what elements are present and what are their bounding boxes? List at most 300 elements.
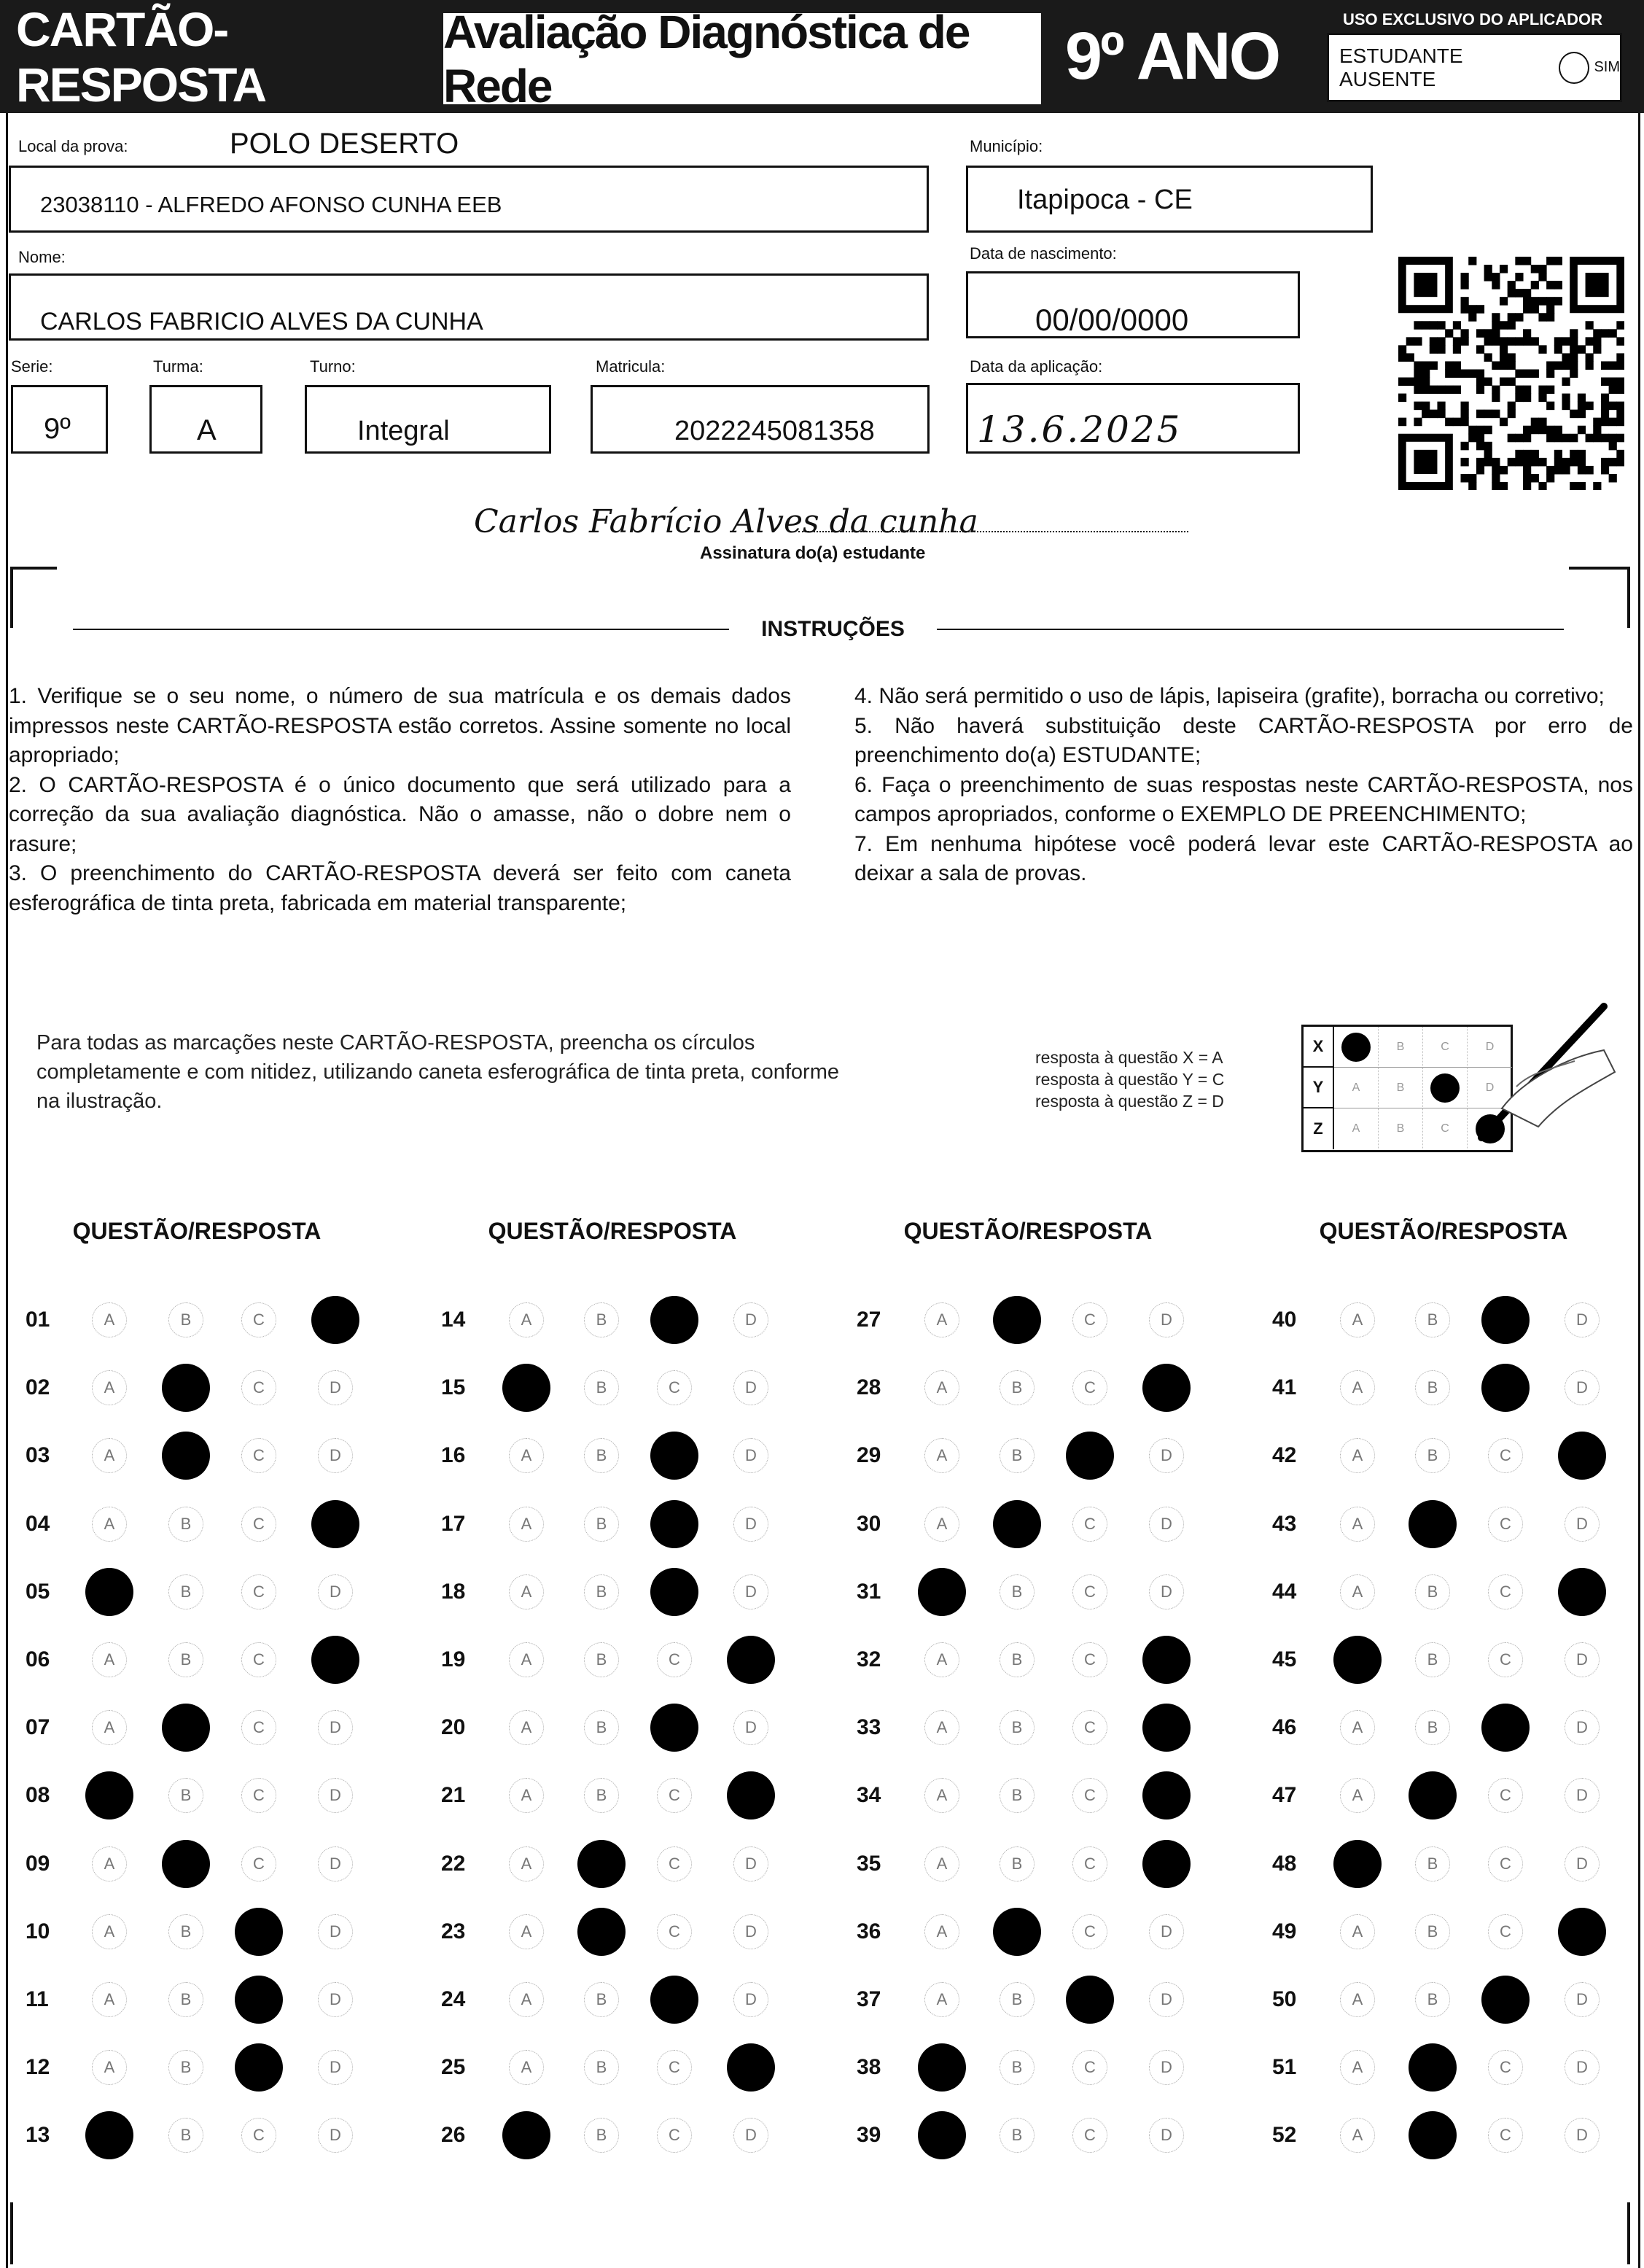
answer-bubble-a[interactable]: A — [509, 1982, 544, 2017]
answer-bubble-c[interactable]: C — [1488, 1438, 1523, 1473]
question-number: 20 — [441, 1715, 466, 1740]
answer-bubble-b-filled[interactable] — [1409, 2111, 1457, 2159]
turno-label: Turno: — [310, 357, 356, 376]
nome-value: CARLOS FABRICIO ALVES DA CUNHA — [40, 308, 483, 335]
answer-bubble-c[interactable]: C — [1072, 1914, 1107, 1949]
answer-bubble-b[interactable]: B — [584, 1507, 619, 1542]
answer-bubble-d[interactable]: D — [733, 1438, 768, 1473]
answer-bubble-c[interactable]: C — [241, 1846, 276, 1881]
signature-line — [798, 531, 1188, 532]
nome-label: Nome: — [18, 248, 66, 266]
local-value: POLO DESERTO — [230, 128, 459, 160]
answer-bubble-a[interactable]: A — [1340, 2118, 1375, 2153]
answer-bubble-c[interactable]: C — [241, 1507, 276, 1542]
answer-bubble-d[interactable]: D — [1149, 1438, 1184, 1473]
absent-box — [1327, 33, 1622, 102]
answer-bubble-c-filled[interactable] — [1481, 1704, 1530, 1752]
answer-bubble-c-filled[interactable] — [650, 1568, 698, 1616]
question-number: 12 — [26, 2055, 50, 2080]
answer-bubble-d[interactable]: D — [733, 1982, 768, 2017]
answer-bubble-c[interactable]: C — [241, 2118, 276, 2153]
answer-bubble-b[interactable]: B — [168, 1574, 203, 1609]
answer-bubble-a[interactable]: A — [509, 2050, 544, 2085]
answer-bubble-a[interactable]: A — [509, 1642, 544, 1677]
answer-bubble-a[interactable]: A — [92, 2050, 127, 2085]
question-number: 38 — [857, 2055, 881, 2080]
answer-bubble-d[interactable]: D — [1565, 1710, 1600, 1745]
answer-bubble-b[interactable]: B — [1000, 1574, 1035, 1609]
answer-bubble-a-filled[interactable] — [85, 1568, 133, 1616]
question-number: 36 — [857, 1919, 881, 1943]
answer-bubble-c-filled[interactable] — [1481, 1296, 1530, 1344]
answer-bubble-c[interactable]: C — [241, 1438, 276, 1473]
answer-bubble-a[interactable]: A — [92, 1982, 127, 2017]
corner-mark-br — [1569, 2202, 1630, 2264]
question-number: 01 — [26, 1308, 50, 1332]
answer-bubble-a[interactable]: A — [92, 1914, 127, 1949]
answer-bubble-a-filled[interactable] — [502, 2111, 550, 2159]
answer-bubble-d[interactable]: D — [1565, 1302, 1600, 1337]
answer-bubble-b[interactable]: B — [1000, 1370, 1035, 1405]
answer-bubble-c[interactable]: C — [657, 2050, 692, 2085]
instructions-left — [9, 682, 791, 918]
example-bubble-c: C — [1441, 1040, 1449, 1053]
question-number: 07 — [26, 1715, 50, 1740]
answer-bubble-b[interactable]: B — [168, 1914, 203, 1949]
answer-bubble-a[interactable]: A — [92, 1507, 127, 1542]
answer-bubble-d-filled[interactable] — [1142, 1840, 1191, 1888]
question-number: 02 — [26, 1375, 50, 1400]
answer-bubble-d[interactable]: D — [1565, 2118, 1600, 2153]
answer-bubble-a[interactable]: A — [509, 1574, 544, 1609]
answer-bubble-a[interactable]: A — [509, 1710, 544, 1745]
answer-bubble-c[interactable]: C — [1072, 2050, 1107, 2085]
answer-bubble-a[interactable]: A — [92, 1438, 127, 1473]
nascimento-label: Data de nascimento: — [970, 244, 1117, 263]
answer-bubble-d[interactable]: D — [318, 1438, 353, 1473]
answer-bubble-b-filled[interactable] — [1409, 2043, 1457, 2092]
question-number: 45 — [1272, 1647, 1297, 1671]
answer-bubble-b[interactable]: B — [584, 1710, 619, 1745]
answer-bubble-d-filled[interactable] — [1558, 1432, 1606, 1480]
example-cell — [1379, 1027, 1423, 1068]
question-number: 13 — [26, 2123, 50, 2148]
answer-bubble-b[interactable]: B — [168, 1982, 203, 2017]
question-number: 05 — [26, 1579, 50, 1604]
absent-label: ESTUDANTE AUSENTE — [1339, 44, 1463, 90]
answer-bubble-d-filled[interactable] — [311, 1500, 359, 1548]
answer-bubble-c[interactable]: C — [1072, 1370, 1107, 1405]
absent-checkbox[interactable] — [1559, 52, 1589, 84]
answer-bubble-c-filled[interactable] — [650, 1976, 698, 2024]
answer-bubble-a[interactable]: A — [924, 1302, 959, 1337]
answer-bubble-a[interactable]: A — [924, 1710, 959, 1745]
answer-bubble-a[interactable]: A — [1340, 1507, 1375, 1542]
answer-bubble-b[interactable]: B — [584, 1642, 619, 1677]
question-number: 37 — [857, 1987, 881, 2011]
matricula-value: 2022245081358 — [674, 416, 875, 446]
answer-bubble-c-filled[interactable] — [650, 1704, 698, 1752]
question-number: 06 — [26, 1647, 50, 1671]
question-number: 14 — [441, 1308, 466, 1332]
answer-bubble-d[interactable]: D — [1565, 2050, 1600, 2085]
answer-bubble-b[interactable]: B — [1000, 1846, 1035, 1881]
answer-bubble-b[interactable]: B — [1415, 1574, 1450, 1609]
answer-bubble-a[interactable]: A — [92, 1710, 127, 1745]
answer-bubble-b-filled[interactable] — [162, 1432, 210, 1480]
answer-bubble-b-filled[interactable] — [1409, 1771, 1457, 1820]
answer-bubble-d[interactable]: D — [318, 1710, 353, 1745]
answer-bubble-d-filled[interactable] — [311, 1296, 359, 1344]
answer-bubble-b[interactable]: B — [1415, 1710, 1450, 1745]
serie-label: Serie: — [11, 357, 53, 376]
answer-column-heading: QUESTÃO/RESPOSTA — [903, 1218, 1153, 1244]
answer-bubble-c-filled[interactable] — [650, 1296, 698, 1344]
answer-bubble-d-filled[interactable] — [1142, 1771, 1191, 1820]
answer-bubble-d-filled[interactable] — [1558, 1568, 1606, 1616]
example-legend-item: resposta à questão Y = C — [1035, 1070, 1225, 1089]
answer-bubble-d[interactable]: D — [1565, 1846, 1600, 1881]
answer-bubble-b[interactable]: B — [1000, 1438, 1035, 1473]
answer-bubble-a[interactable]: A — [509, 1778, 544, 1813]
answer-bubble-a[interactable]: A — [924, 1982, 959, 2017]
answer-bubble-c[interactable]: C — [657, 1778, 692, 1813]
answer-bubble-a-filled[interactable] — [85, 1771, 133, 1820]
answer-bubble-d[interactable]: D — [733, 1574, 768, 1609]
page-border-right — [1638, 113, 1640, 2268]
answer-bubble-a[interactable]: A — [509, 1846, 544, 1881]
answer-bubble-b[interactable]: B — [584, 1778, 619, 1813]
answer-bubble-b[interactable]: B — [1415, 1438, 1450, 1473]
answer-column-heading: QUESTÃO/RESPOSTA — [1319, 1218, 1568, 1244]
answer-bubble-a[interactable]: A — [924, 1438, 959, 1473]
answer-bubble-a-filled[interactable] — [1333, 1840, 1382, 1888]
answer-bubble-c[interactable]: C — [241, 1574, 276, 1609]
answer-bubble-b[interactable]: B — [168, 1642, 203, 1677]
answer-bubble-b-filled[interactable] — [993, 1296, 1041, 1344]
answer-bubble-a[interactable]: A — [92, 1846, 127, 1881]
answer-bubble-d[interactable]: D — [1149, 2118, 1184, 2153]
answer-bubble-a[interactable]: A — [1340, 1710, 1375, 1745]
question-number: 11 — [26, 1987, 49, 2011]
answer-bubble-c[interactable]: C — [241, 1778, 276, 1813]
question-number: 50 — [1272, 1987, 1297, 2011]
answer-bubble-b[interactable]: B — [1000, 1710, 1035, 1745]
answer-bubble-b[interactable]: B — [1000, 1982, 1035, 2017]
answer-bubble-b[interactable]: B — [1000, 2050, 1035, 2085]
answer-bubble-a[interactable]: A — [509, 1507, 544, 1542]
exam-subtitle: Avaliação Diagnóstica de Rede — [443, 13, 1041, 104]
answer-bubble-c[interactable]: C — [1072, 1642, 1107, 1677]
instructions-title: INSTRUÇÕES — [761, 617, 905, 641]
answer-bubble-d[interactable]: D — [733, 1710, 768, 1745]
answer-bubble-a-filled[interactable] — [1333, 1636, 1382, 1684]
grade-label: 9º ANO — [1064, 19, 1279, 93]
answer-bubble-d[interactable]: D — [1565, 1642, 1600, 1677]
answer-bubble-d[interactable]: D — [1149, 1914, 1184, 1949]
answer-bubble-a[interactable]: A — [509, 1438, 544, 1473]
question-number: 43 — [1272, 1511, 1297, 1536]
answer-bubble-a[interactable]: A — [1340, 1370, 1375, 1405]
answer-bubble-d[interactable]: D — [1149, 1574, 1184, 1609]
answer-bubble-b-filled[interactable] — [993, 1500, 1041, 1548]
answer-bubble-a[interactable]: A — [1340, 2050, 1375, 2085]
answer-bubble-c[interactable]: C — [1072, 1778, 1107, 1813]
example-bubble-a-filled — [1341, 1033, 1371, 1062]
example-bubble-c: C — [1441, 1122, 1449, 1135]
answer-bubble-c[interactable]: C — [1488, 1778, 1523, 1813]
answer-bubble-b[interactable]: B — [168, 2118, 203, 2153]
signature-caption: Assinatura do(a) estudante — [700, 543, 926, 563]
answer-bubble-a[interactable]: A — [92, 1642, 127, 1677]
answer-bubble-d-filled[interactable] — [1142, 1364, 1191, 1412]
answer-bubble-d[interactable]: D — [318, 1982, 353, 2017]
answer-bubble-b[interactable]: B — [1000, 1778, 1035, 1813]
answer-bubble-a[interactable]: A — [1340, 1574, 1375, 1609]
answer-bubble-b[interactable]: B — [1415, 1370, 1450, 1405]
question-number: 26 — [441, 2123, 466, 2148]
question-number: 15 — [441, 1375, 466, 1400]
answer-bubble-d[interactable]: D — [1565, 1982, 1600, 2017]
answer-bubble-c-filled[interactable] — [1481, 1364, 1530, 1412]
local-label: Local da prova: — [18, 137, 128, 155]
answer-bubble-d[interactable]: D — [733, 2118, 768, 2153]
answer-bubble-d[interactable]: D — [318, 1574, 353, 1609]
answer-bubble-b[interactable]: B — [1000, 1642, 1035, 1677]
question-number: 30 — [857, 1511, 881, 1536]
instruction-item: 6. Faça o preenchimento de suas respostas neste CARTÃO-RESPOSTA, nos campos apropriados, conforme o EXEMPLO DE PREENCHIMENTO; — [854, 772, 1633, 826]
question-number: 40 — [1272, 1308, 1297, 1332]
answer-bubble-c-filled[interactable] — [1481, 1976, 1530, 2024]
answer-bubble-d-filled[interactable] — [1142, 1636, 1191, 1684]
answer-bubble-b[interactable]: B — [584, 2050, 619, 2085]
answer-bubble-a[interactable]: A — [1340, 1438, 1375, 1473]
answer-bubble-a[interactable]: A — [924, 1507, 959, 1542]
answer-bubble-c-filled[interactable] — [1066, 1432, 1114, 1480]
answer-bubble-d[interactable]: D — [733, 1507, 768, 1542]
answer-bubble-a-filled[interactable] — [918, 1568, 966, 1616]
answer-bubble-a[interactable]: A — [1340, 1302, 1375, 1337]
page-border-left — [6, 113, 8, 2268]
instruction-item: 2. O CARTÃO-RESPOSTA é o único documento que será utilizado para a correção da sua avaliação diagnóstica. Não o amasse, não o dobre nem o rasure; — [9, 772, 791, 856]
answer-bubble-d[interactable]: D — [733, 1302, 768, 1337]
nascimento-value: 00/00/0000 — [1035, 303, 1189, 337]
answer-column-heading: QUESTÃO/RESPOSTA — [72, 1218, 322, 1244]
answer-bubble-c-filled[interactable] — [235, 2043, 283, 2092]
answer-bubble-d-filled[interactable] — [1558, 1908, 1606, 1956]
answer-bubble-b[interactable]: B — [584, 1302, 619, 1337]
answer-bubble-c-filled[interactable] — [235, 1976, 283, 2024]
answer-bubble-d-filled[interactable] — [727, 2043, 775, 2092]
answer-bubble-c[interactable]: C — [1072, 1574, 1107, 1609]
answer-bubble-c[interactable]: C — [657, 1642, 692, 1677]
answer-bubble-d-filled[interactable] — [1142, 1704, 1191, 1752]
question-number: 25 — [441, 2055, 466, 2080]
answer-bubble-a[interactable]: A — [924, 1370, 959, 1405]
answer-bubble-c[interactable]: C — [1072, 2118, 1107, 2153]
answer-bubble-a[interactable]: A — [1340, 1778, 1375, 1813]
answer-bubble-d[interactable]: D — [733, 1914, 768, 1949]
answer-bubble-a[interactable]: A — [509, 1914, 544, 1949]
answer-bubble-d[interactable]: D — [1149, 1302, 1184, 1337]
answer-bubble-d[interactable]: D — [318, 2118, 353, 2153]
example-bubble-b: B — [1396, 1081, 1405, 1094]
municipio-value: Itapipoca - CE — [1017, 185, 1193, 215]
question-number: 03 — [26, 1443, 50, 1468]
answer-bubble-c[interactable]: C — [241, 1302, 276, 1337]
answer-bubble-c[interactable]: C — [657, 1846, 692, 1881]
answer-bubble-b[interactable]: B — [168, 1302, 203, 1337]
corner-mark-bl — [10, 2202, 57, 2264]
answer-bubble-a-filled[interactable] — [502, 1364, 550, 1412]
turma-value: A — [197, 414, 217, 446]
answer-bubble-d[interactable]: D — [318, 1914, 353, 1949]
answer-bubble-a[interactable]: A — [1340, 1982, 1375, 2017]
question-number: 39 — [857, 2123, 881, 2148]
question-number: 31 — [857, 1579, 881, 1604]
answer-bubble-c-filled[interactable] — [650, 1432, 698, 1480]
answer-bubble-a[interactable]: A — [92, 1302, 127, 1337]
card-title: CARTÃO-RESPOSTA — [16, 1, 266, 112]
question-number: 51 — [1272, 2055, 1297, 2080]
answer-bubble-d[interactable]: D — [318, 2050, 353, 2085]
question-number: 27 — [857, 1308, 881, 1332]
example-cell — [1423, 1068, 1468, 1108]
answer-bubble-d[interactable]: D — [1565, 1507, 1600, 1542]
answer-bubble-b[interactable]: B — [584, 1982, 619, 2017]
example-cell — [1423, 1108, 1468, 1149]
answer-bubble-b-filled[interactable] — [577, 1840, 626, 1888]
answer-bubble-d[interactable]: D — [1149, 1507, 1184, 1542]
answer-bubble-d[interactable]: D — [1565, 1370, 1600, 1405]
answer-bubble-c[interactable]: C — [1488, 1914, 1523, 1949]
question-number: 08 — [26, 1783, 50, 1808]
example-cell — [1334, 1068, 1379, 1108]
pen-hand-icon — [1473, 999, 1618, 1163]
answer-bubble-b[interactable]: B — [1415, 1846, 1450, 1881]
answer-bubble-c[interactable]: C — [1488, 2118, 1523, 2153]
answer-bubble-b[interactable]: B — [584, 2118, 619, 2153]
instructions-rule-right — [937, 629, 1564, 630]
answer-bubble-d[interactable]: D — [1149, 1982, 1184, 2017]
example-bubble-a: A — [1352, 1081, 1360, 1094]
answer-bubble-b[interactable]: B — [584, 1574, 619, 1609]
question-number: 18 — [441, 1579, 466, 1604]
answer-bubble-c[interactable]: C — [1488, 2050, 1523, 2085]
answer-bubble-a[interactable]: A — [924, 1642, 959, 1677]
answer-bubble-d-filled[interactable] — [727, 1771, 775, 1820]
answer-bubble-b-filled[interactable] — [993, 1908, 1041, 1956]
answer-bubble-c[interactable]: C — [1072, 1710, 1107, 1745]
answer-bubble-a-filled[interactable] — [918, 2043, 966, 2092]
answer-bubble-d[interactable]: D — [1565, 1778, 1600, 1813]
question-number: 47 — [1272, 1783, 1297, 1808]
answer-bubble-d[interactable]: D — [318, 1778, 353, 1813]
answer-bubble-d[interactable]: D — [733, 1846, 768, 1881]
answer-bubble-c[interactable]: C — [1488, 1574, 1523, 1609]
answer-bubble-b-filled[interactable] — [577, 1908, 626, 1956]
answer-bubble-c[interactable]: C — [657, 1370, 692, 1405]
answer-bubble-d-filled[interactable] — [311, 1636, 359, 1684]
question-number: 22 — [441, 1851, 466, 1876]
answer-bubble-a[interactable]: A — [924, 1778, 959, 1813]
answer-bubble-c[interactable]: C — [657, 2118, 692, 2153]
answer-bubble-a-filled[interactable] — [918, 2111, 966, 2159]
answer-bubble-b-filled[interactable] — [162, 1840, 210, 1888]
question-number: 19 — [441, 1647, 466, 1671]
answer-bubble-a[interactable]: A — [1340, 1914, 1375, 1949]
instruction-item: 7. Em nenhuma hipótese você poderá levar este CARTÃO-RESPOSTA ao deixar a sala de provas. — [854, 831, 1633, 885]
answer-bubble-a[interactable]: A — [92, 1370, 127, 1405]
corner-mark-tr — [1569, 567, 1630, 628]
answer-bubble-c[interactable]: C — [1488, 1642, 1523, 1677]
example-question-label: X — [1304, 1027, 1334, 1068]
answer-bubble-c[interactable]: C — [241, 1370, 276, 1405]
answer-bubble-a[interactable]: A — [924, 1846, 959, 1881]
answer-bubble-c[interactable]: C — [1488, 1846, 1523, 1881]
answer-bubble-c-filled[interactable] — [1066, 1976, 1114, 2024]
answer-bubble-b-filled[interactable] — [162, 1364, 210, 1412]
answer-bubble-a[interactable]: A — [924, 1914, 959, 1949]
answer-bubble-c-filled[interactable] — [235, 1908, 283, 1956]
answer-bubble-b[interactable]: B — [1000, 2118, 1035, 2153]
example-cell — [1423, 1027, 1468, 1068]
answer-bubble-c[interactable]: C — [1072, 1302, 1107, 1337]
answer-bubble-d-filled[interactable] — [727, 1636, 775, 1684]
answer-bubble-c[interactable]: C — [1488, 1507, 1523, 1542]
question-number: 32 — [857, 1647, 881, 1671]
answer-bubble-a[interactable]: A — [509, 1302, 544, 1337]
answer-bubble-c[interactable]: C — [241, 1642, 276, 1677]
answer-bubble-b[interactable]: B — [1415, 1982, 1450, 2017]
municipio-label: Município: — [970, 137, 1043, 155]
answer-bubble-b-filled[interactable] — [1409, 1500, 1457, 1548]
answer-bubble-d[interactable]: D — [318, 1846, 353, 1881]
answer-bubble-c[interactable]: C — [1072, 1846, 1107, 1881]
answer-bubble-d[interactable]: D — [318, 1370, 353, 1405]
example-question-label: Y — [1304, 1068, 1334, 1108]
answer-bubble-c[interactable]: C — [657, 1914, 692, 1949]
example-cell — [1379, 1068, 1423, 1108]
answer-bubble-b[interactable]: B — [168, 1778, 203, 1813]
question-number: 10 — [26, 1919, 50, 1943]
instruction-item: 1. Verifique se o seu nome, o número de sua matrícula e os demais dados impressos neste CARTÃO-RESPOSTA estão corretos. Assine somente no local apropriado; — [9, 684, 791, 767]
answer-bubble-b[interactable]: B — [1415, 1914, 1450, 1949]
answer-bubble-d[interactable]: D — [1149, 2050, 1184, 2085]
instructions-rule-left — [73, 629, 729, 630]
answer-bubble-b[interactable]: B — [168, 1507, 203, 1542]
answer-bubble-b[interactable]: B — [584, 1370, 619, 1405]
question-number: 24 — [441, 1987, 466, 2011]
answer-bubble-a-filled[interactable] — [85, 2111, 133, 2159]
answer-bubble-b[interactable]: B — [1415, 1642, 1450, 1677]
answer-bubble-b-filled[interactable] — [162, 1704, 210, 1752]
answer-bubble-b[interactable]: B — [168, 2050, 203, 2085]
answer-bubble-c[interactable]: C — [241, 1710, 276, 1745]
question-number: 16 — [441, 1443, 466, 1468]
example-legend-item: resposta à questão Z = D — [1035, 1092, 1224, 1111]
example-bubble-d: D — [1485, 1040, 1495, 1053]
question-number: 34 — [857, 1783, 881, 1808]
question-number: 29 — [857, 1443, 881, 1468]
answer-bubble-c[interactable]: C — [1072, 1507, 1107, 1542]
answer-bubble-b[interactable]: B — [584, 1438, 619, 1473]
question-number: 28 — [857, 1375, 881, 1400]
answer-bubble-c-filled[interactable] — [650, 1500, 698, 1548]
answer-bubble-d[interactable]: D — [733, 1370, 768, 1405]
question-number: 46 — [1272, 1715, 1297, 1740]
answer-bubble-b[interactable]: B — [1415, 1302, 1450, 1337]
